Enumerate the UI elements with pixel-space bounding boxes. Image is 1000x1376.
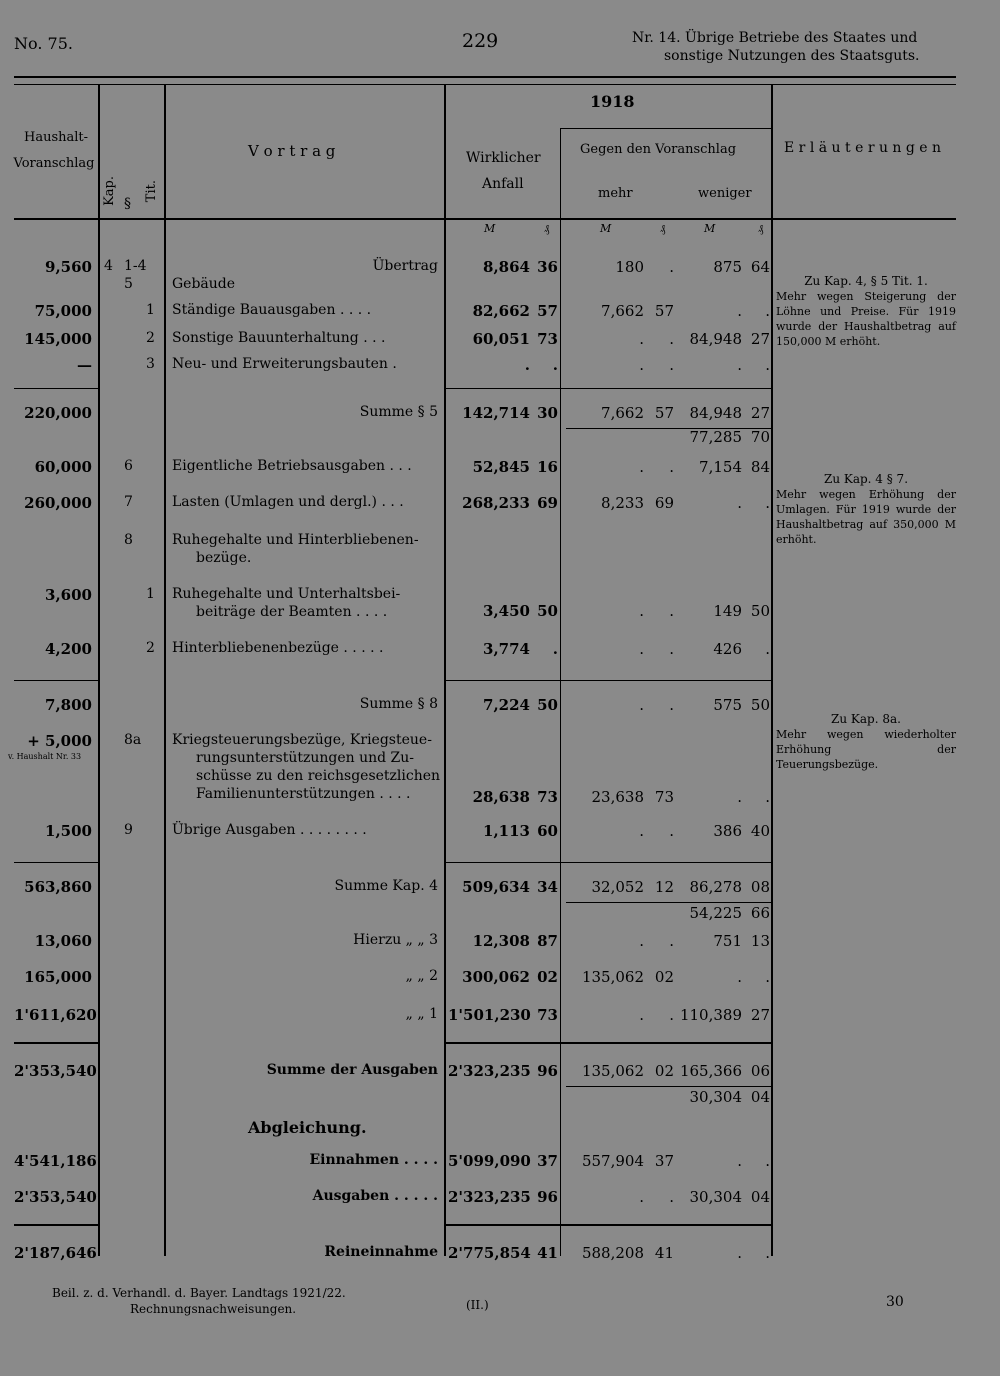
anfall-mark: 300,062: [462, 968, 530, 986]
col-divider-voranschlag: [98, 84, 100, 1256]
vortrag-text: Ausgaben . . . . .: [312, 1188, 438, 1204]
weniger-pfennig: 50: [750, 602, 770, 620]
vortrag-text: Hierzu „ „ 3: [353, 932, 438, 948]
anfall-pfennig: 50: [537, 696, 558, 714]
anfall-mark: 12,308: [472, 932, 530, 950]
top-rule-thin: [14, 84, 956, 85]
weniger-mark: .: [737, 356, 742, 374]
diff-rule-3: [566, 1086, 772, 1087]
section-rule-8: [444, 1042, 772, 1044]
vortrag-text: Eigentliche Betriebsausgaben . . .: [172, 458, 412, 474]
tit-value: 2: [146, 640, 155, 656]
voranschlag-value: —: [77, 356, 92, 374]
paragraph-value: 8a: [124, 732, 142, 748]
col-divider-mehr: [560, 128, 561, 1256]
mehr-mark: 180: [615, 258, 644, 276]
anfall-pfennig: 16: [537, 458, 558, 476]
anfall-mark: 2'775,854: [448, 1244, 531, 1262]
mehr-mark: 32,052: [591, 878, 644, 896]
anfall-pfennig: 87: [537, 932, 558, 950]
tit-value: 2: [146, 330, 155, 346]
note-2: [776, 472, 956, 547]
anfall-mark: 82,662: [472, 302, 530, 320]
anfall-mark: 3,774: [483, 640, 530, 658]
section-rule-3: [14, 680, 98, 681]
tit-value: 1: [146, 302, 155, 318]
anfall-pfennig: 30: [537, 404, 558, 422]
top-rule: [14, 76, 956, 78]
col-header-haushalt: Haushalt-: [23, 130, 89, 145]
vortrag-text: Einnahmen . . . .: [309, 1152, 438, 1168]
vortrag-text: Sonstige Bauunterhaltung . . .: [172, 330, 386, 346]
unit-mark-weniger: M: [704, 222, 716, 235]
note-1-title: Zu Kap. 4, § 5 Tit. 1.: [804, 274, 928, 288]
section-rule-1: [14, 388, 98, 389]
weniger-pfennig: .: [765, 968, 770, 986]
weniger-pfennig: 06: [750, 1062, 770, 1080]
vortrag-text: „ „ 1: [405, 1006, 438, 1022]
section-rule-2: [444, 388, 772, 389]
mehr-mark: 7,662: [601, 302, 644, 320]
page-number: 229: [462, 30, 499, 52]
anfall-mark: 2'323,235: [448, 1062, 531, 1080]
voranschlag-value: 1,500: [45, 822, 92, 840]
weniger-pfennig: .: [765, 494, 770, 512]
vortrag-text: Ruhegehalte und Hinterbliebenen-: [172, 532, 419, 548]
vortrag-text: Abgleichung.: [248, 1118, 367, 1137]
anfall-mark: 509,634: [462, 878, 530, 896]
anfall-pfennig: 57: [537, 302, 558, 320]
col-divider-erlaeuterungen: [771, 84, 773, 1256]
weniger-mark: .: [737, 968, 742, 986]
footer-sheet-number: 30: [886, 1294, 904, 1310]
mehr-mark: .: [639, 696, 644, 714]
section-rule-6: [444, 862, 772, 863]
paragraph-value: 6: [124, 458, 133, 474]
document-number: No. 75.: [14, 34, 73, 53]
voranschlag-value: 165,000: [24, 968, 92, 986]
mehr-pfennig: 02: [654, 968, 674, 986]
weniger-mark: 54,225: [689, 904, 742, 922]
mehr-mark: 7,662: [601, 404, 644, 422]
mehr-mark: .: [639, 932, 644, 950]
weniger-pfennig: 27: [750, 404, 770, 422]
kap-value: 4: [104, 258, 113, 274]
mehr-mark: .: [639, 822, 644, 840]
section-rule-4: [444, 680, 772, 681]
col-header-year: 1918: [590, 92, 635, 111]
anfall-pfennig: 50: [537, 602, 558, 620]
weniger-pfennig: 27: [750, 330, 770, 348]
unit-mark-mehr: M: [600, 222, 612, 235]
voranschlag-value: 4'541,186: [14, 1152, 97, 1170]
section-rule-7: [14, 1042, 98, 1044]
footer-line1: Beil. z. d. Verhandl. d. Bayer. Landtags 1921/22.: [52, 1286, 346, 1300]
anfall-pfennig: .: [552, 640, 558, 658]
mehr-pfennig: 69: [654, 494, 674, 512]
voranschlag-value: 2'353,540: [14, 1062, 97, 1080]
mehr-pfennig: .: [669, 1006, 674, 1024]
col-header-tit: Tit.: [144, 180, 159, 203]
anfall-pfennig: 41: [537, 1244, 558, 1262]
weniger-mark: 426: [713, 640, 742, 658]
anfall-mark: 2'323,235: [448, 1188, 531, 1206]
unit-mark-anfall: M: [484, 222, 496, 235]
weniger-mark: 575: [713, 696, 742, 714]
header-title-line1: Nr. 14. Übrige Betriebe des Staates und: [632, 30, 918, 46]
col-header-gegen: Gegen den Voranschlag: [580, 142, 737, 157]
weniger-pfennig: 64: [750, 258, 770, 276]
weniger-pfennig: .: [765, 1244, 770, 1262]
weniger-mark: 149: [713, 602, 742, 620]
mehr-mark: .: [639, 602, 644, 620]
mehr-pfennig: .: [669, 1188, 674, 1206]
anfall-mark: 52,845: [472, 458, 530, 476]
weniger-mark: .: [737, 1152, 742, 1170]
paragraph-value: 5: [124, 276, 133, 292]
vortrag-text: Kriegsteuerungsbezüge, Kriegsteue-: [172, 732, 432, 748]
note-2-body: Mehr wegen Erhöhung der Umlagen. Für 1919 wurde der Haushaltbetrag auf 350,000 M erhöht.: [776, 488, 956, 546]
col-divider-vortrag: [164, 84, 166, 1256]
mehr-mark: 135,062: [581, 968, 644, 986]
weniger-pfennig: 84: [750, 458, 770, 476]
weniger-pfennig: .: [765, 1152, 770, 1170]
anfall-mark: 5'099,090: [448, 1152, 531, 1170]
mehr-mark: 557,904: [581, 1152, 644, 1170]
footer-line2: Rechnungsnachweisungen.: [130, 1302, 297, 1316]
voranschlag-value: 563,860: [24, 878, 92, 896]
mehr-mark: .: [639, 640, 644, 658]
col-header-weniger: weniger: [698, 186, 752, 201]
voranschlag-value: 2'187,646: [14, 1244, 97, 1262]
voranschlag-value: 7,800: [45, 696, 92, 714]
note-3-title: Zu Kap. 8a.: [831, 712, 901, 726]
anfall-mark: 1,113: [483, 822, 530, 840]
mehr-mark: 135,062: [581, 1062, 644, 1080]
vortrag-text: Ruhegehalte und Unterhaltsbei-: [172, 586, 401, 602]
weniger-mark: 875: [713, 258, 742, 276]
anfall-pfennig: 60: [537, 822, 558, 840]
weniger-mark: 751: [713, 932, 742, 950]
mehr-pfennig: .: [669, 458, 674, 476]
weniger-mark: 30,304: [689, 1088, 742, 1106]
anfall-mark: 1'501,230: [448, 1006, 531, 1024]
anfall-pfennig: 73: [537, 330, 558, 348]
anfall-mark: 3,450: [483, 602, 530, 620]
unit-pf-anfall: ₰: [544, 222, 550, 235]
gegen-rule: [560, 128, 772, 129]
col-header-erlaeuterungen: E r l ä u t e r u n g e n: [784, 140, 942, 156]
mehr-mark: .: [639, 458, 644, 476]
paragraph-value: 8: [124, 532, 133, 548]
anfall-pfennig: 37: [537, 1152, 558, 1170]
voranschlag-value: 9,560: [45, 258, 92, 276]
note-1-body: Mehr wegen Steigerung der Löhne und Preise. Für 1919 wurde der Haushaltbetrag auf 150,000 M erhöht.: [776, 290, 956, 348]
section-rule-9: [14, 1224, 98, 1226]
vortrag-text: Ständige Bauausgaben . . . .: [172, 302, 372, 318]
weniger-pfennig: .: [765, 640, 770, 658]
anfall-pfennig: 73: [537, 1006, 558, 1024]
mehr-mark: .: [639, 1006, 644, 1024]
note-2-title: Zu Kap. 4 § 7.: [823, 472, 909, 486]
mehr-pfennig: 41: [654, 1244, 674, 1262]
anfall-mark: 60,051: [472, 330, 530, 348]
vortrag-text-4: Familienunterstützungen . . . .: [196, 786, 411, 802]
voranschlag-value: + 5,000: [27, 732, 92, 750]
vortrag-text: Reineinnahme: [324, 1244, 438, 1260]
vortrag-text: Übrige Ausgaben . . . . . . . .: [172, 822, 367, 838]
weniger-pfennig: 04: [750, 1188, 770, 1206]
unit-pf-weniger: ₰: [758, 222, 764, 235]
mehr-mark: 23,638: [591, 788, 644, 806]
weniger-pfennig: 13: [750, 932, 770, 950]
weniger-pfennig: .: [765, 356, 770, 374]
vortrag-text: Hinterbliebenenbezüge . . . . .: [172, 640, 384, 656]
mehr-mark: .: [639, 330, 644, 348]
weniger-pfennig: 08: [750, 878, 770, 896]
weniger-pfennig: 40: [750, 822, 770, 840]
vortrag-text: Summe § 8: [359, 696, 438, 712]
anfall-mark: 7,224: [483, 696, 530, 714]
diff-rule-2: [566, 902, 772, 903]
voranschlag-value: 1'611,620: [14, 1006, 97, 1024]
anfall-mark: 28,638: [472, 788, 530, 806]
weniger-mark: 165,366: [679, 1062, 742, 1080]
col-header-vortrag: V o r t r a g: [248, 142, 336, 160]
anfall-pfennig: 96: [537, 1188, 558, 1206]
mehr-pfennig: .: [669, 602, 674, 620]
weniger-pfennig: .: [765, 788, 770, 806]
anfall-mark: 8,864: [483, 258, 530, 276]
mehr-pfennig: 37: [654, 1152, 674, 1170]
weniger-mark: 7,154: [699, 458, 742, 476]
weniger-mark: .: [737, 302, 742, 320]
voranschlag-note: v. Haushalt Nr. 33: [8, 752, 82, 761]
voranschlag-value: 13,060: [34, 932, 92, 950]
mehr-pfennig: .: [669, 932, 674, 950]
col-header-anfall: Anfall: [482, 176, 524, 192]
paragraph-value: 9: [124, 822, 133, 838]
mehr-mark: 8,233: [601, 494, 644, 512]
voranschlag-value: 2'353,540: [14, 1188, 97, 1206]
vortrag-text: Neu- und Erweiterungsbauten .: [172, 356, 397, 372]
voranschlag-value: 3,600: [45, 586, 92, 604]
section-rule-10: [444, 1224, 772, 1226]
weniger-pfennig: .: [765, 302, 770, 320]
voranschlag-value: 260,000: [24, 494, 92, 512]
anfall-mark: 142,714: [462, 404, 530, 422]
anfall-pfennig: 73: [537, 788, 558, 806]
weniger-mark: .: [737, 494, 742, 512]
anfall-pfennig: 34: [537, 878, 558, 896]
anfall-mark: 268,233: [462, 494, 530, 512]
col-header-kap: Kap.: [102, 176, 117, 206]
weniger-mark: .: [737, 1244, 742, 1262]
vortrag-text-2: bezüge.: [196, 550, 252, 566]
mehr-pfennig: 73: [654, 788, 674, 806]
mehr-pfennig: .: [669, 640, 674, 658]
mehr-mark: .: [639, 1188, 644, 1206]
vortrag-text: Summe der Ausgaben: [266, 1062, 438, 1078]
mehr-pfennig: 57: [654, 302, 674, 320]
weniger-pfennig: 50: [750, 696, 770, 714]
mehr-pfennig: .: [669, 330, 674, 348]
header-bottom-rule: [14, 218, 956, 220]
note-1: [776, 274, 956, 349]
col-header-paragraph: §: [124, 196, 131, 212]
weniger-mark: 77,285: [689, 428, 742, 446]
section-rule-5: [14, 862, 98, 863]
unit-pf-mehr: ₰: [660, 222, 666, 235]
weniger-mark: 386: [713, 822, 742, 840]
vortrag-text: Summe Kap. 4: [334, 878, 438, 894]
col-header-mehr: mehr: [598, 186, 633, 201]
header-title-line2: sonstige Nutzungen des Staatsguts.: [664, 48, 920, 64]
voranschlag-value: 145,000: [24, 330, 92, 348]
mehr-mark: .: [639, 356, 644, 374]
vortrag-text-2: rungsunterstützungen und Zu-: [196, 750, 415, 766]
vortrag-text: „ „ 2: [405, 968, 438, 984]
anfall-pfennig: 02: [537, 968, 558, 986]
mehr-pfennig: 57: [654, 404, 674, 422]
weniger-pfennig: 70: [750, 428, 770, 446]
paragraph-value: 7: [124, 494, 133, 510]
vortrag-text: Gebäude: [172, 276, 236, 292]
anfall-pfennig: 36: [537, 258, 558, 276]
anfall-pfennig: .: [552, 356, 558, 374]
tit-value: 3: [146, 356, 155, 372]
voranschlag-value: 220,000: [24, 404, 92, 422]
voranschlag-value: 60,000: [34, 458, 92, 476]
weniger-pfennig: 27: [750, 1006, 770, 1024]
mehr-pfennig: .: [669, 258, 674, 276]
weniger-mark: 110,389: [679, 1006, 742, 1024]
mehr-pfennig: .: [669, 356, 674, 374]
note-3-body: Mehr wegen wiederholter Erhöhung der Teuerungsbezüge.: [776, 728, 956, 771]
anfall-pfennig: 96: [537, 1062, 558, 1080]
vortrag-text-2: beiträge der Beamten . . . .: [196, 604, 388, 620]
weniger-mark: 84,948: [689, 330, 742, 348]
note-3: [776, 712, 956, 772]
col-header-wirklicher: Wirklicher: [466, 150, 541, 166]
paragraph-value: 1-4: [124, 258, 147, 274]
anfall-mark: .: [524, 356, 530, 374]
weniger-mark: 84,948: [689, 404, 742, 422]
tit-value: 1: [146, 586, 155, 602]
mehr-mark: 588,208: [581, 1244, 644, 1262]
weniger-pfennig: 66: [750, 904, 770, 922]
voranschlag-value: 75,000: [34, 302, 92, 320]
vortrag-text: Summe § 5: [359, 404, 438, 420]
col-divider-anfall: [444, 84, 446, 1256]
weniger-mark: 30,304: [689, 1188, 742, 1206]
voranschlag-value: 4,200: [45, 640, 92, 658]
weniger-mark: .: [737, 788, 742, 806]
vortrag-text-3: schüsse zu den reichsgesetzlichen: [196, 768, 441, 784]
col-header-voranschlag: Voranschlag: [13, 156, 95, 171]
anfall-pfennig: 69: [537, 494, 558, 512]
mehr-pfennig: 02: [654, 1062, 674, 1080]
weniger-mark: 86,278: [689, 878, 742, 896]
footer-center: (II.): [466, 1298, 489, 1312]
vortrag-text: Übertrag: [372, 258, 438, 274]
mehr-pfennig: .: [669, 822, 674, 840]
weniger-pfennig: 04: [750, 1088, 770, 1106]
vortrag-text: Lasten (Umlagen und dergl.) . . .: [172, 494, 404, 510]
mehr-pfennig: .: [669, 696, 674, 714]
mehr-pfennig: 12: [654, 878, 674, 896]
